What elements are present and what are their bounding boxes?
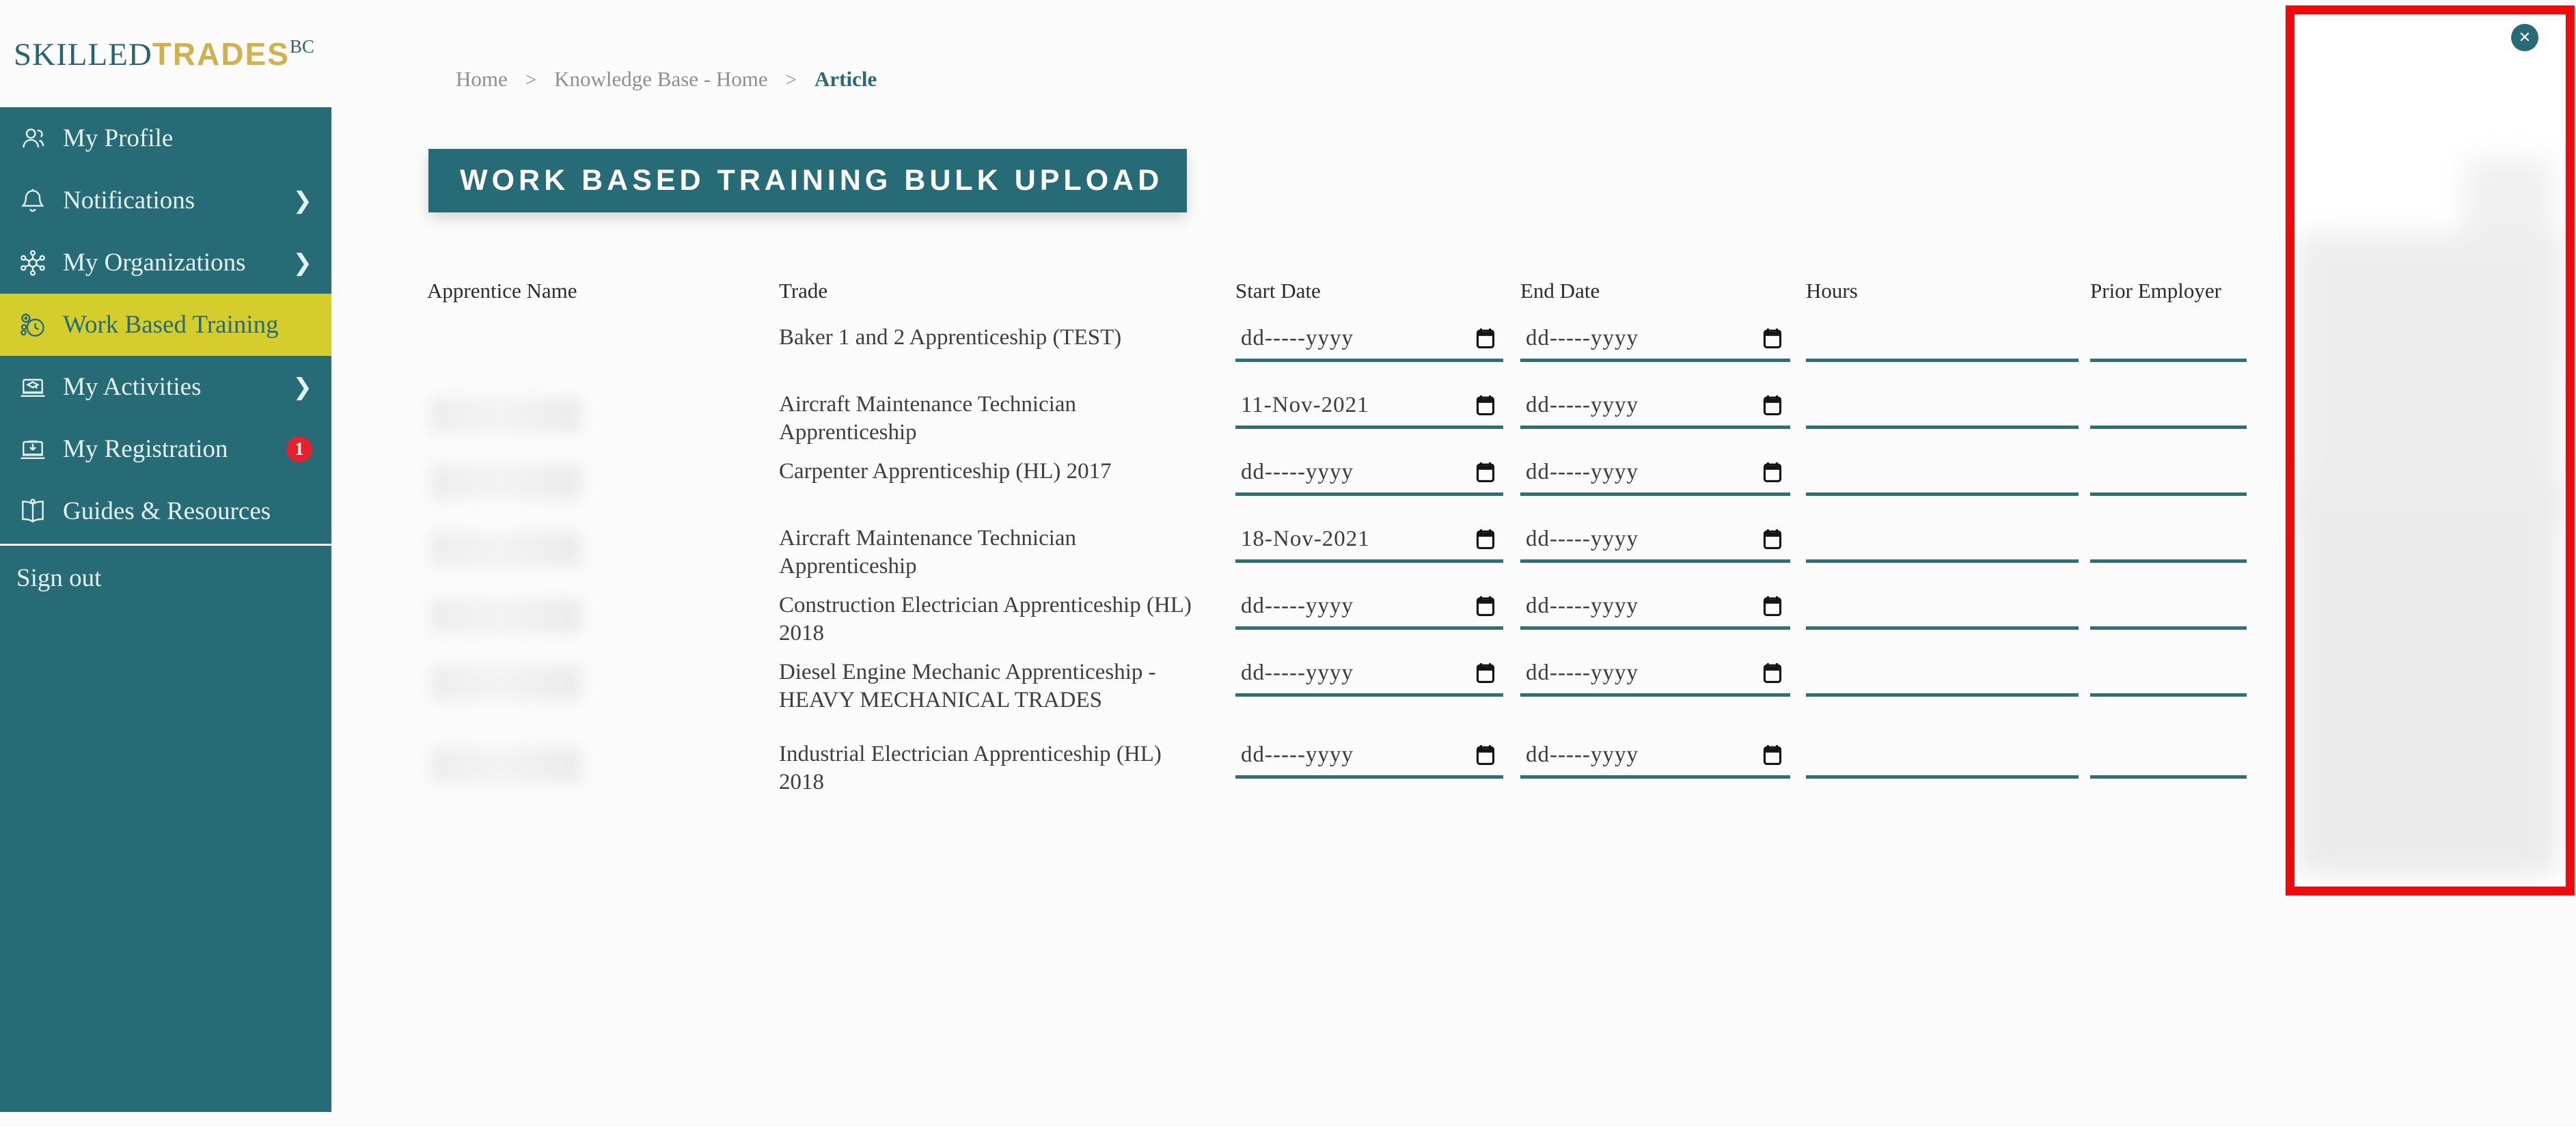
redacted-content-block: [2297, 233, 2560, 527]
chevron-right-icon: ❯: [292, 373, 312, 401]
sidebar-item-label: My Registration: [63, 435, 228, 463]
calendar-icon[interactable]: [1762, 461, 1783, 484]
sign-out-button[interactable]: [0, 547, 331, 609]
end-date-input[interactable]: dd-----yyyy: [1520, 656, 1790, 697]
chevron-right-icon: ❯: [292, 249, 312, 277]
hours-input[interactable]: [1806, 321, 2079, 362]
sidebar-item-label: My Profile: [63, 124, 174, 152]
trade-name: Aircraft Maintenance Technician Apprenticeship: [779, 526, 1077, 579]
calendar-icon[interactable]: [1475, 744, 1496, 767]
sidebar-item-notifications[interactable]: [0, 169, 331, 232]
apprentice-name-redacted: [430, 665, 581, 701]
column-header-apprentice-name: Apprentice Name: [427, 279, 577, 303]
hours-input[interactable]: [1806, 589, 2079, 630]
apprentice-name-redacted: [430, 747, 581, 783]
breadcrumb-separator: >: [785, 69, 797, 91]
apprentice-name-redacted: [430, 531, 581, 567]
sign-out-label: Sign out: [16, 564, 102, 592]
redacted-side-panel: [2286, 5, 2575, 895]
sidebar-item-label: Guides & Resources: [63, 497, 271, 525]
trade-name: Diesel Engine Mechanic Apprenticeship - HEAVY MECHANICAL TRADES: [779, 660, 1156, 712]
calendar-icon[interactable]: [1762, 327, 1783, 350]
trade-name: Industrial Electrician Apprenticeship (HL) 2018: [779, 742, 1162, 794]
page-title: WORK BASED TRAINING BULK UPLOAD: [460, 164, 1164, 197]
prior-employer-input[interactable]: [2090, 738, 2247, 779]
prior-employer-input[interactable]: [2090, 589, 2247, 630]
trade-name: Carpenter Apprenticeship (HL) 2017: [779, 459, 1112, 484]
hours-input[interactable]: [1806, 455, 2079, 496]
calendar-icon[interactable]: [1475, 327, 1496, 350]
sidebar-item-guides-resources[interactable]: [0, 480, 331, 542]
breadcrumb: [456, 67, 877, 92]
network-icon: [16, 247, 49, 279]
end-date-input[interactable]: dd-----yyyy: [1520, 589, 1790, 630]
start-date-input[interactable]: dd-----yyyy: [1235, 589, 1503, 630]
end-date-input[interactable]: dd-----yyyy: [1520, 321, 1790, 362]
time-money-icon: [16, 309, 49, 342]
end-date-input[interactable]: dd-----yyyy: [1520, 738, 1790, 779]
start-date-input[interactable]: dd-----yyyy: [1235, 738, 1503, 779]
apprentice-name-redacted: [430, 464, 581, 500]
bell-icon: [16, 184, 49, 217]
start-date-input[interactable]: 18-Nov-2021: [1235, 522, 1503, 563]
column-header-end-date: End Date: [1520, 279, 1600, 303]
calendar-icon[interactable]: [1762, 528, 1783, 551]
sidebar-item-label: Notifications: [63, 186, 195, 214]
end-date-input[interactable]: dd-----yyyy: [1520, 455, 1790, 496]
calendar-icon[interactable]: [1475, 528, 1496, 551]
logo-skilled-text: SKILLED: [14, 37, 152, 72]
hours-input[interactable]: [1806, 388, 2079, 429]
end-date-input[interactable]: dd-----yyyy: [1520, 388, 1790, 429]
logo-trades-text: TRADES: [152, 36, 290, 72]
close-glyph: ✕: [2518, 29, 2532, 46]
person-icon: [16, 122, 49, 155]
hours-input[interactable]: [1806, 656, 2079, 697]
hours-input[interactable]: [1806, 738, 2079, 779]
calendar-icon[interactable]: [1762, 394, 1783, 417]
start-date-input[interactable]: dd-----yyyy: [1235, 321, 1503, 362]
skilledtradesbc-logo: [14, 36, 314, 73]
page-title-banner: [428, 149, 1187, 212]
prior-employer-input[interactable]: [2090, 455, 2247, 496]
start-date-input[interactable]: 11-Nov-2021: [1235, 388, 1503, 429]
sidebar-item-my-organizations[interactable]: [0, 232, 331, 294]
calendar-icon[interactable]: [1762, 662, 1783, 685]
start-date-input[interactable]: dd-----yyyy: [1235, 656, 1503, 697]
column-header-start-date: Start Date: [1235, 279, 1321, 303]
calendar-icon[interactable]: [1762, 744, 1783, 767]
sidebar-item-my-profile[interactable]: [0, 107, 331, 169]
end-date-input[interactable]: dd-----yyyy: [1520, 522, 1790, 563]
prior-employer-input[interactable]: [2090, 388, 2247, 429]
laptop-download-icon: [16, 433, 49, 466]
trade-name: Baker 1 and 2 Apprenticeship (TEST): [779, 325, 1122, 350]
breadcrumb-home[interactable]: Home: [456, 67, 508, 91]
breadcrumb-article: Article: [814, 67, 877, 91]
calendar-icon[interactable]: [1762, 595, 1783, 618]
column-header-prior-employer: Prior Employer: [2090, 279, 2221, 303]
redacted-content-block: [2297, 486, 2558, 875]
work-based-training-table: [427, 260, 2258, 796]
sidebar-item-label: Work Based Training: [63, 311, 279, 339]
breadcrumb-separator: >: [525, 69, 537, 91]
trade-name: Aircraft Maintenance Technician Apprenticeship: [779, 392, 1077, 445]
trade-name: Construction Electrician Apprenticeship (HL) 2018: [779, 593, 1192, 645]
registration-count-badge: 1: [286, 436, 312, 462]
sidebar-item-my-activities[interactable]: [0, 356, 331, 418]
prior-employer-input[interactable]: [2090, 522, 2247, 563]
start-date-input[interactable]: dd-----yyyy: [1235, 455, 1503, 496]
column-header-trade: Trade: [779, 279, 828, 303]
calendar-icon[interactable]: [1475, 662, 1496, 685]
apprentice-name-redacted: [430, 398, 581, 433]
hours-input[interactable]: [1806, 522, 2079, 563]
column-header-hours: Hours: [1806, 279, 1858, 303]
calendar-icon[interactable]: [1475, 461, 1496, 484]
apprentice-name-redacted: [430, 598, 581, 634]
calendar-icon[interactable]: [1475, 394, 1496, 417]
close-icon[interactable]: [2511, 24, 2538, 51]
prior-employer-input[interactable]: [2090, 321, 2247, 362]
open-book-icon: [16, 495, 49, 528]
sidebar-item-work-based-training[interactable]: [0, 294, 331, 356]
sidebar-nav: [0, 107, 331, 1112]
logo-bc-text: BC: [289, 36, 314, 57]
sidebar-item-label: My Organizations: [63, 249, 246, 277]
chevron-right-icon: ❯: [292, 186, 312, 214]
sidebar-divider: [0, 544, 331, 546]
sidebar-item-my-registration[interactable]: [0, 418, 331, 480]
breadcrumb-knowledge-base[interactable]: Knowledge Base - Home: [554, 67, 768, 91]
prior-employer-input[interactable]: [2090, 656, 2247, 697]
laptop-graduation-icon: [16, 371, 49, 404]
calendar-icon[interactable]: [1475, 595, 1496, 618]
sidebar-item-label: My Activities: [63, 373, 202, 401]
